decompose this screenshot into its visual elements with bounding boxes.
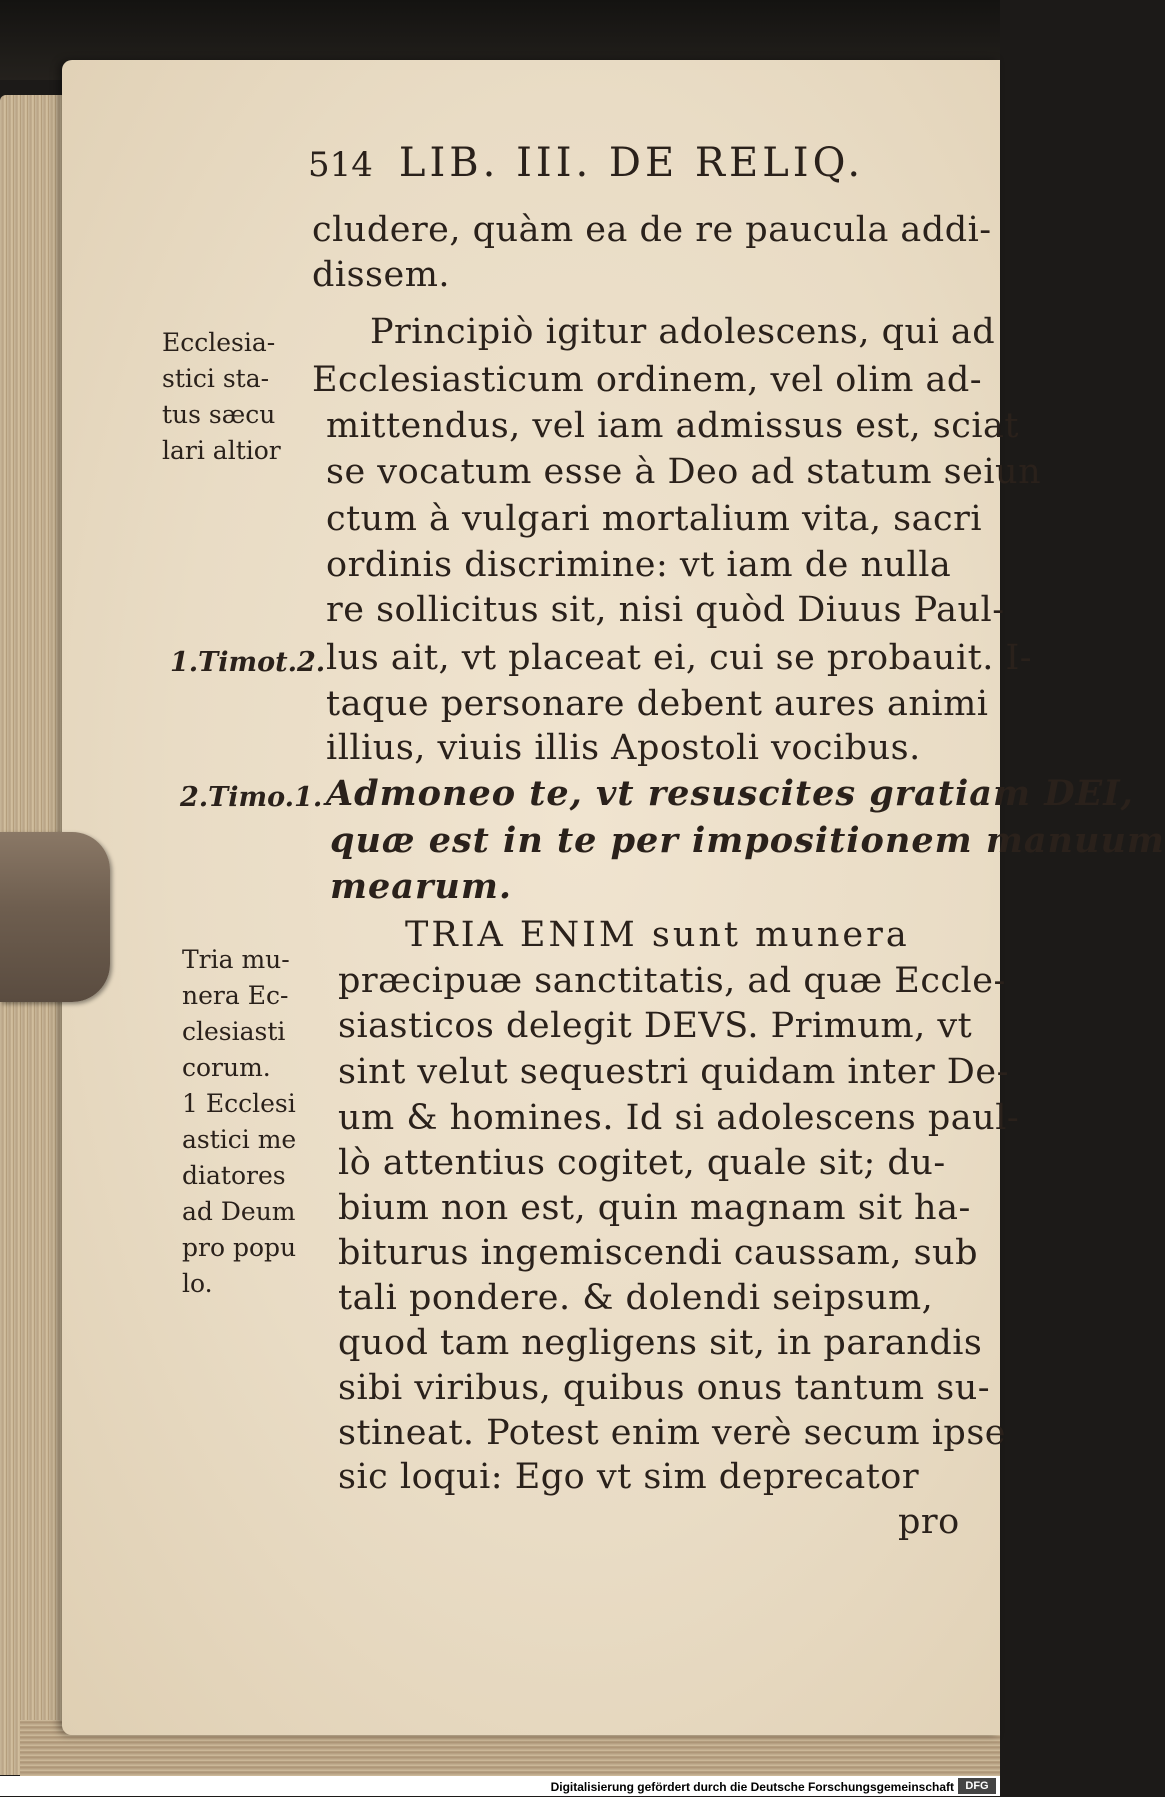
- page-number: 514: [308, 145, 373, 185]
- margin-note: [162, 325, 281, 469]
- margin-note-line: Ecclesia-: [162, 328, 276, 357]
- text-line: tali pondere. & dolendi seipsum,: [338, 1278, 934, 1318]
- margin-note-line: Tria mu-: [182, 945, 290, 974]
- text-line: re sollicitus sit, nisi quòd Diuus Paul-: [326, 590, 1005, 630]
- text-line: sic loqui: Ego vt sim deprecator: [338, 1457, 920, 1497]
- margin-note-line: corum.: [182, 1053, 271, 1082]
- text-line-italic: quæ est in te per impositionem manuum: [330, 820, 1165, 861]
- page-header: [308, 140, 864, 186]
- margin-note-line: nera Ec-: [182, 981, 289, 1010]
- text-line-italic: mearum.: [330, 866, 513, 907]
- dfg-logo: DFG: [958, 1778, 996, 1794]
- text-line: cludere, quàm ea de re paucula addi-: [312, 210, 992, 250]
- margin-reference: 2.Timo.1.: [180, 782, 323, 813]
- margin-note-line: diatores: [182, 1161, 286, 1190]
- text-line: præcipuæ sanctitatis, ad quæ Eccle-: [338, 961, 1006, 1001]
- text-line: quod tam negligens sit, in parandis: [338, 1323, 983, 1363]
- catchword: pro: [898, 1502, 960, 1542]
- text-line: biturus ingemiscendi caussam, sub: [338, 1233, 978, 1273]
- margin-reference: 1.Timot.2.: [170, 647, 326, 678]
- text-line: lò attentius cogitet, quale sit; du-: [338, 1143, 946, 1183]
- margin-note: [182, 942, 296, 1302]
- funding-credit: Digitalisierung gefördert durch die Deutsche Forschungsgemeinschaft: [550, 1780, 954, 1794]
- text-line: ordinis discrimine: vt iam de nulla: [326, 545, 952, 585]
- margin-note-line: lo.: [182, 1269, 213, 1298]
- text-line: siasticos delegit DEVS. Primum, vt: [338, 1006, 973, 1046]
- footer-bar: [0, 1776, 1000, 1796]
- margin-note-line: stici sta-: [162, 364, 270, 393]
- book-clasp: [0, 832, 110, 1002]
- margin-note-line: clesiasti: [182, 1017, 286, 1046]
- text-line-italic: Admoneo te, vt resuscites gratiam DEI,: [326, 773, 1134, 814]
- text-line: illius, viuis illis Apostoli vocibus.: [326, 728, 921, 768]
- margin-note-line: pro popu: [182, 1233, 297, 1262]
- text-line: um & homines. Id si adolescens paul-: [338, 1098, 1020, 1138]
- margin-note-line: ad Deum: [182, 1197, 296, 1226]
- margin-note-line: astici me: [182, 1125, 297, 1154]
- text-line: Ecclesiasticum ordinem, vel olim ad-: [312, 360, 983, 400]
- text-line: Principiò igitur adolescens, qui ad: [370, 312, 996, 352]
- text-line: taque personare debent aures animi: [326, 684, 989, 724]
- running-head: LIB. III. DE RELIQ.: [398, 140, 865, 186]
- text-line: ctum à vulgari mortalium vita, sacri: [326, 499, 983, 539]
- text-line: mittendus, vel iam admissus est, sciat: [326, 406, 1019, 446]
- text-line: TRIA ENIM sunt munera: [405, 915, 910, 955]
- text-line: stineat. Potest enim verè secum ipse: [338, 1413, 1007, 1453]
- margin-note-line: lari altior: [162, 436, 281, 465]
- text-line: sibi viribus, quibus onus tantum su-: [338, 1368, 991, 1408]
- text-line: dissem.: [312, 255, 451, 295]
- text-line: bium non est, quin magnam sit ha-: [338, 1188, 971, 1228]
- text-line: sint velut sequestri quidam inter De-: [338, 1052, 1009, 1092]
- margin-note-line: 1 Ecclesi: [182, 1089, 296, 1118]
- text-line: se vocatum esse à Deo ad statum seiun: [326, 452, 1042, 492]
- text-line: lus ait, vt placeat ei, cui se probauit. I-: [326, 638, 1033, 678]
- margin-note-line: tus sæcu: [162, 400, 276, 429]
